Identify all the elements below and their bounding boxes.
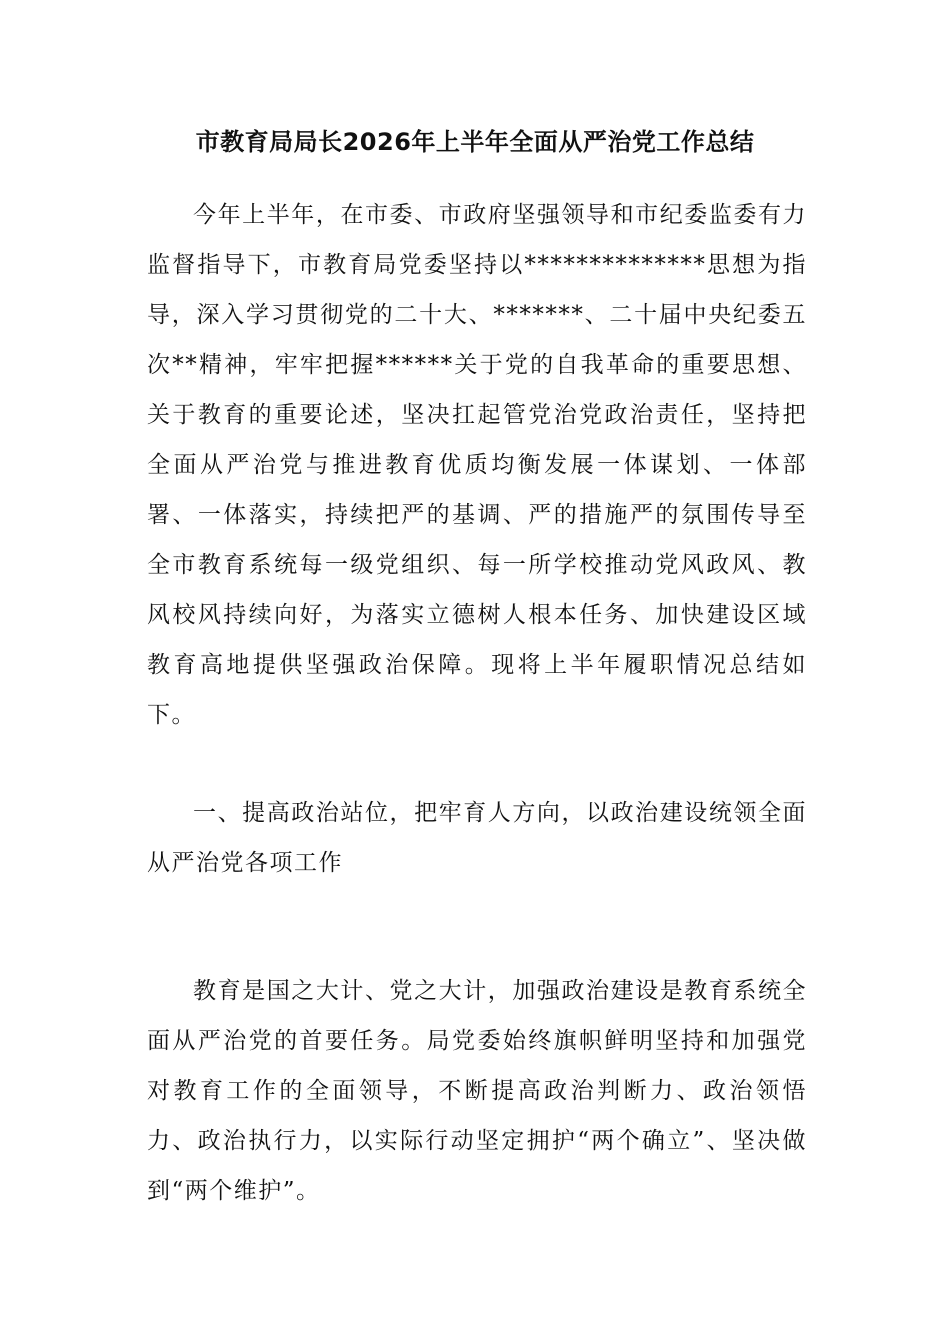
paragraph-section-1: 教育是国之大计、党之大计，加强政治建设是教育系统全面从严治党的首要任务。局党委始终旗帜鲜明坚持和加强党对教育工作的全面领导，不断提高政治判断力、政治领悟力、政治执行力，以实际行动坚定拥护“两个确立”、坚决做到“两个维护”。 [147, 978, 807, 1204]
paragraph-intro: 今年上半年，在市委、市政府坚强领导和市纪委监委有力监督指导下，市教育局党委坚持以**************思想为指导，深入学习贯彻党的二十大、*******、二十届中央纪委五次**精神，牢牢把握******关于党的自我革命的重要思想、关于教育的重要论述，坚决扛起管党治党政治责任，坚持把全面从严治党与推进教育优质均衡发展一体谋划、一体部署、一体落实，持续把严的基调、严的措施严的氛围传导至全市教育系统每一级党组织、每一所学校推动党风政风、教风校风持续向好，为落实立德树人根本任务、加快建设区域教育高地提供坚强政治保障。现将上半年履职情况总结如下。 [147, 202, 807, 728]
section-heading-1: 一、提高政治站位，把牢育人方向，以政治建设统领全面从严治党各项工作 [147, 800, 807, 876]
document-title: 市教育局局长2026年上半年全面从严治党工作总结 [195, 128, 755, 156]
